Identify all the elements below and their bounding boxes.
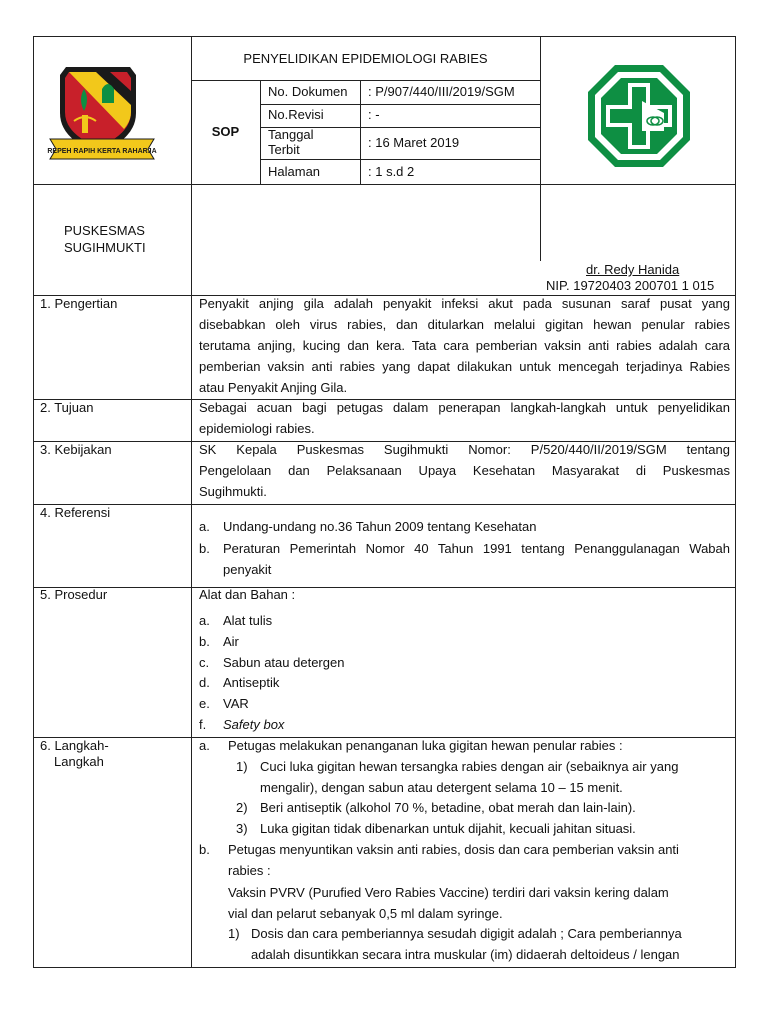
list-marker: 2) bbox=[236, 800, 248, 815]
kebijakan-text bbox=[199, 439, 730, 502]
list-marker: d. bbox=[199, 675, 210, 690]
text-line: disebabkan oleh virus rabies, dan ditularkan melalui gigitan hewan penular rabies bbox=[199, 317, 730, 332]
list-text: Safety box bbox=[223, 717, 285, 732]
divider bbox=[34, 184, 736, 185]
list-text: Petugas menyuntikan vaksin anti rabies, dosis dan cara pemberian vaksin anti bbox=[228, 842, 679, 857]
divider bbox=[260, 80, 261, 184]
section-label-langkah-line2: Langkah bbox=[54, 754, 104, 769]
divider bbox=[360, 80, 361, 184]
text-line: Penyakit anjing gila adalah penyakit infeksi akut pada susunan saraf pusat yang bbox=[199, 296, 730, 311]
regency-crest-icon bbox=[44, 59, 160, 165]
list-marker: a. bbox=[199, 738, 210, 753]
list-text: rabies : bbox=[228, 863, 271, 878]
text-line: Pengelolaan dan Pelaksanaan Upaya Kesehatan Masyarakat di Puskesmas bbox=[199, 463, 730, 478]
meta-value-revisi: : - bbox=[368, 107, 380, 122]
institution-name-line1: PUSKESMAS bbox=[64, 223, 145, 238]
list-marker: b. bbox=[199, 541, 210, 556]
divider bbox=[34, 587, 736, 588]
list-text: Undang-undang no.36 Tahun 2009 tentang Kesehatan bbox=[223, 519, 537, 534]
list-marker: 3) bbox=[236, 821, 248, 836]
list-text: penyakit bbox=[223, 562, 272, 577]
list-marker: c. bbox=[199, 655, 210, 670]
list-text: Air bbox=[223, 634, 239, 649]
list-marker: e. bbox=[199, 696, 210, 711]
list-marker: a. bbox=[199, 613, 210, 628]
logo-motto: REPEH RAPIH KERTA RAHARJA bbox=[47, 148, 157, 155]
meta-value-tanggal: : 16 Maret 2019 bbox=[368, 135, 460, 150]
text-line: terutama anjing, kucing dan kera. Tata cara pemberian vaksin anti rabies adalah cara bbox=[199, 338, 730, 353]
meta-label-dokumen: No. Dokumen bbox=[268, 84, 348, 99]
list-text: Petugas melakukan penanganan luka gigitan hewan penular rabies : bbox=[228, 738, 623, 753]
list-marker: b. bbox=[199, 634, 210, 649]
list-item bbox=[199, 539, 730, 581]
meta-label-terbit: Terbit bbox=[268, 142, 300, 157]
divider bbox=[34, 504, 736, 505]
signer-nip: NIP. 19720403 200701 1 015 bbox=[546, 278, 715, 293]
list-text: mengalir), dengan sabun atau detergent selama 10 – 15 menit. bbox=[260, 780, 623, 795]
text-line: SK Kepala Puskesmas Sugihmukti Nomor: P/520/440/II/2019/SGM tentang bbox=[199, 442, 730, 457]
text-line: epidemiologi rabies. bbox=[199, 421, 315, 436]
meta-value-halaman: : 1 s.d 2 bbox=[368, 164, 415, 179]
list-text: Vaksin PVRV (Purufied Vero Rabies Vaccine) terdiri dari vaksin kering dalam bbox=[228, 885, 669, 900]
list-text: Sabun atau detergen bbox=[223, 655, 345, 670]
tujuan-text bbox=[199, 397, 730, 439]
sop-label: SOP bbox=[211, 124, 240, 139]
section-label-langkah: 6. Langkah- bbox=[40, 738, 109, 753]
divider bbox=[260, 159, 540, 160]
list-text: Antiseptik bbox=[223, 675, 280, 690]
meta-label-halaman: Halaman bbox=[268, 164, 321, 179]
list-text: vial dan pelarut sebanyak 0,5 ml dalam syringe. bbox=[228, 906, 503, 921]
divider bbox=[191, 80, 540, 81]
list-item bbox=[236, 757, 730, 799]
prosedur-intro: Alat dan Bahan : bbox=[199, 587, 296, 602]
section-label-kebijakan: 3. Kebijakan bbox=[40, 442, 112, 457]
divider bbox=[191, 37, 192, 967]
list-text: Peraturan Pemerintah Nomor 40 Tahun 1991 tentang Penanggulanagan Wabah bbox=[223, 541, 730, 556]
meta-label-revisi: No.Revisi bbox=[268, 107, 324, 122]
document-title: PENYELIDIKAN EPIDEMIOLOGI RABIES bbox=[243, 51, 488, 66]
divider bbox=[260, 104, 540, 105]
text-line: atau Penyakit Anjing Gila. bbox=[199, 380, 348, 395]
section-label-pengertian: 1. Pengertian bbox=[40, 296, 118, 311]
list-marker: a. bbox=[199, 519, 210, 534]
list-text: Alat tulis bbox=[223, 613, 273, 628]
list-text: VAR bbox=[223, 696, 249, 711]
sop-document bbox=[33, 36, 736, 968]
list-text: Luka gigitan tidak dibenarkan untuk dijahit, kecuali jahitan situasi. bbox=[260, 821, 636, 836]
list-item bbox=[228, 924, 730, 966]
puskesmas-cross-icon bbox=[584, 61, 694, 171]
list-marker: 1) bbox=[236, 759, 248, 774]
text-line: Sebagai acuan bagi petugas dalam penerapan langkah-langkah untuk penyelidikan bbox=[199, 400, 730, 415]
text-line: pemberian vaksin anti rabies yang dapat dilakukan untuk mencegah terjadinya Rabies bbox=[199, 359, 730, 374]
puskesmas-logo bbox=[584, 61, 694, 171]
list-text: adalah disuntikkan secara intra muskular (im) didaerah deltoideus / lengan bbox=[251, 947, 680, 962]
section-label-prosedur: 5. Prosedur bbox=[40, 587, 108, 602]
section-label-tujuan: 2. Tujuan bbox=[40, 400, 94, 415]
text-line: Sugihmukti. bbox=[199, 484, 267, 499]
list-item bbox=[199, 840, 730, 924]
pengertian-text bbox=[199, 293, 730, 398]
list-marker: 1) bbox=[228, 926, 240, 941]
list-text: Dosis dan cara pemberiannya sesudah digigit adalah ; Cara pemberiannya bbox=[251, 926, 682, 941]
list-text: Beri antiseptik (alkohol 70 %, betadine, obat merah dan lain-lain). bbox=[260, 800, 636, 815]
list-marker: b. bbox=[199, 842, 210, 857]
institution-name-line2: SUGIHMUKTI bbox=[64, 240, 146, 255]
meta-label-tanggal: Tanggal bbox=[268, 127, 314, 142]
divider bbox=[540, 37, 541, 261]
list-marker: f. bbox=[199, 717, 207, 732]
signer-name: dr. Redy Hanida bbox=[586, 262, 680, 277]
regency-logo bbox=[44, 59, 160, 165]
meta-value-dokumen: : P/907/440/III/2019/SGM bbox=[368, 84, 515, 99]
list-text: Cuci luka gigitan hewan tersangka rabies dengan air (sebaiknya air yang bbox=[260, 759, 679, 774]
section-label-referensi: 4. Referensi bbox=[40, 505, 111, 520]
